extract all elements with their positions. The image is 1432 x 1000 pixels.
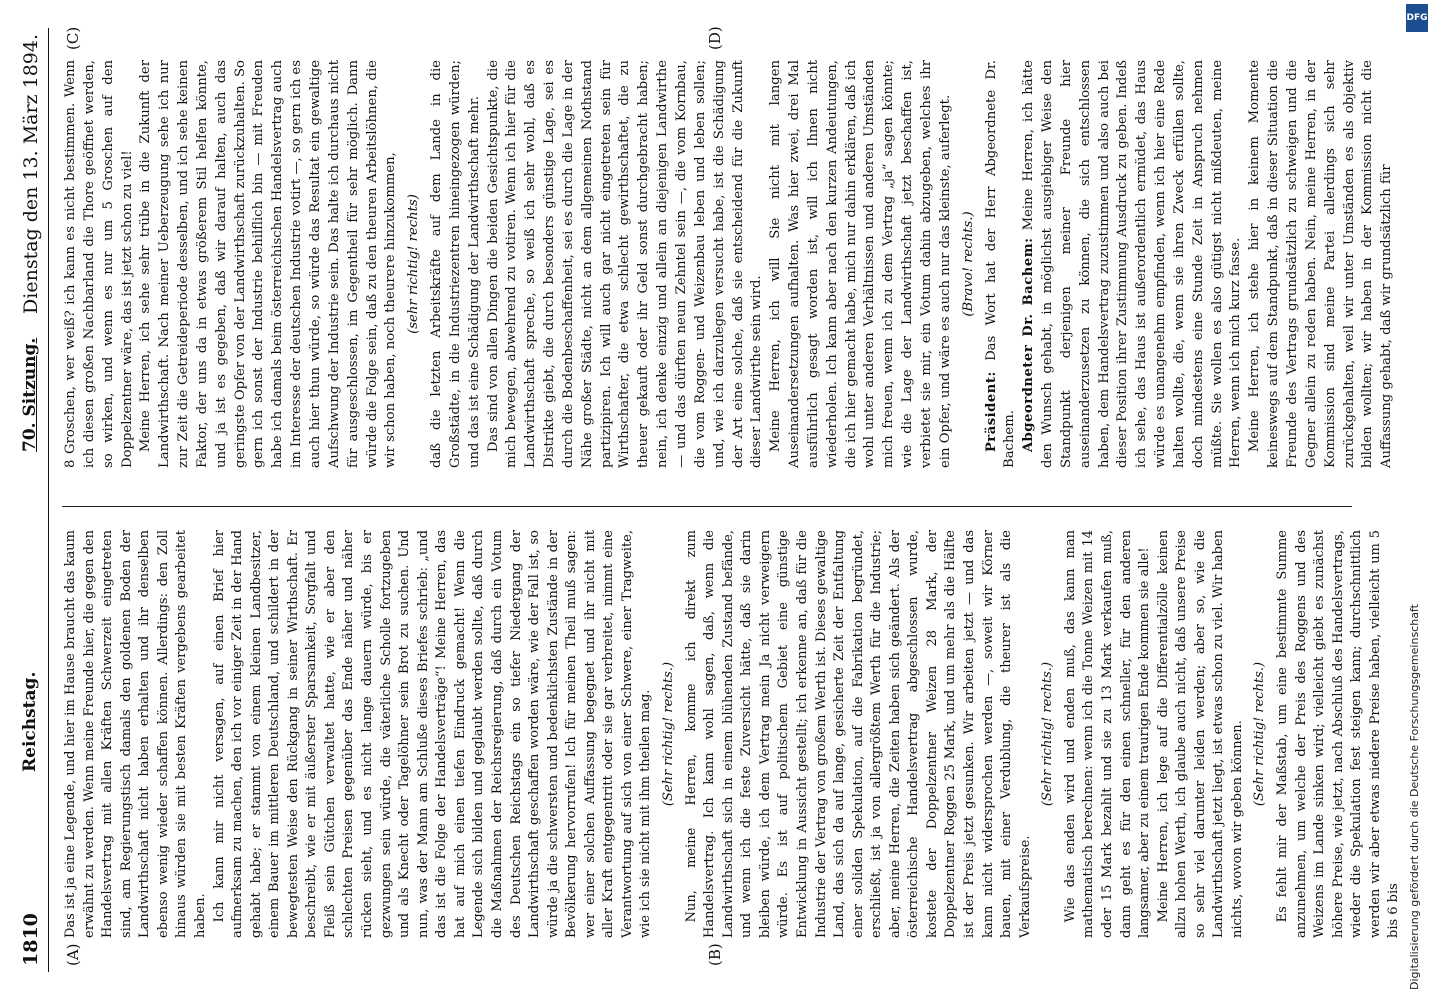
interjection: (Sehr richtig! rechts.) [661,661,676,807]
dfg-credit-strip [1404,0,1432,1000]
margin-marker-c: (C) [64,26,82,50]
paragraph: Wie das enden wird und enden muß, das kann man mathematisch berechnen: wenn ich die Tonne Weizen mit 14 oder 15 Mark bezahlt und sie zu 13 Mark verkaufen muß, dann geht es für den einen schneller, für den anderen langsamer, aber zu einem traurigen Ende kommen sie alle! [1062,530,1153,938]
margin-marker-d: (D) [706,26,724,50]
paragraph: Ich kann mir nicht versagen, auf einen Brief hier aufmerksam zu machen, den ich vor einiger Zeit in der Hand gehabt habe; er stammt von einem kleinen Landbesitzer, einem Bauer im mittleren Deutschland, und schildert in der bewegtesten Weise den Rückgang in seiner Wirthschaft. Er beschreibt, wie er mit äußerster Sparsamkeit, Sorgfalt und Fleiß sein Gütchen verwaltet hatte, wie er aber den schlechten Preisen gegenüber das Ende näher und näher rücken sieht, und es nicht lange dauern würde, bis er gezwungen sein würde, die väterliche Scholle fortzugeben und als Knecht oder Tagelöhner sein Brot zu suchen. Und nun, was der Mann am Schluße dieses Briefes schrieb: „und das ist die Folge der Handelsverträge“! Meine Herren, das hat auf mich einen tiefen Eindruck gemacht! Wenn die Legende sich bilden und geglaubt werden sollte, daß durch die Maßnahmen der Reichsregierung, daß durch ein Votum des Deutschen Reichstags ein so tiefer Niedergang der Landwirthschaft geschaffen worden wäre, wie der Fall ist, so würde ja die schwersten und bedenklichsten Zustände in der Bevölkerung hervorrufen! Ich für meinen Theil muß sagen: wer einer solchen Auffassung begegnet und ihr nicht mit aller Kraft entgegentritt oder sie gar verbreitet, nimmt eine Verantwortung auf sich von einer Schwere, einer Tragweite, wie ich sie nicht mit ihm theilen mag. [211,530,654,938]
paragraph: Das sind von allen Dingen die beiden Gesichtspunkte, die mich bewegen, abwehrend zu votiren. Wenn ich hier für die Landwirthschaft spreche, so weiß ich sehr wohl, daß es Distrikte giebt, die durch besonders günstige Lage, sei es durch die Bodenbeschaffenheit, sei es durch die Lage in der Nähe großer Städte, nicht an dem allgemeinen Nothstand partizipiren. Ich will auch gar nicht eingetreten sein für Wirthschafter, die etwa schlecht gewirthschaftet, die zu theuer gekauft oder ihr Geld sonst durchgebracht haben; nein, ich denke einzig und allein an diejenigen Landwirthe — und das dürften neun Zehntel sein —, die vom Kornbau, die vom Roggen- und Weizenbau leben und leben sollen; und, wie ich darzulegen versucht habe, ist die Schädigung der Art eine solche, daß sie entscheidend für die Zukunft dieser Landwirthe sein wird. [485,60,765,468]
left-column [62,530,1404,938]
paragraph: Nun, meine Herren, komme ich direkt zum Handelsvertrag. Ich kann wohl sagen, daß, wenn die Landwirthschaft sich in einem blühenden Zustand befände, und wenn ich die feste Zuversicht hätte, daß sie darin bleiben würde, ich dem Vertrag mein Ja nicht verweigern würde. Es ist auf politischem Gebiet eine günstige Entwicklung in Aussicht gestellt; ich erkenne an, daß für die Industrie der Vertrag von großem Werth ist. Dieses gewaltige Land, das sich da auf lange, gesicherte Zeit der Entfaltung einer soliden Spekulation, auf die Fabrikation begründet, erschließt, ist ja von allergrößtem Werth für die Industrie; aber, meine Herren, die Zeiten haben sich geändert. Als der österreichische Handelsvertrag abgeschlossen wurde, kostete der Doppelzentner Weizen 28 Mark, der Doppelzentner Roggen 25 Mark, und um mehr als die Hälfte ist der Preis jetzt gesunken. Wir arbeiten jetzt — und das kann nicht widersprochen werden —, soweit wir Körner bauen, mit einer Verdublung, die theurer ist als die Verkaufspreise. [683,530,1033,938]
paragraph: Es fehlt mir der Maßstab, um eine bestimmte Summe anzunehmen, um welche der Preis des Roggens und des Weizens im Lande sinken wird; vielleicht giebt es zunächst höhere Preise, wie jetzt, nach Abschluß des Handelsvertrags, wieder die Spekulation fest steigen kann; durchschnittlich werden wir aber etwas niedere Preise haben, vielleicht um 5 bis 6 bis [1275,530,1402,938]
dfg-logo: DFG [1406,4,1428,32]
interjection: (Bravo! rechts.) [960,211,976,317]
session-date: Dienstag den 13. März 1894. [20,34,42,314]
speaker-remark [1020,60,1246,468]
margin-marker-b: (B) [706,943,724,966]
session-label: 70. Sitzung. [20,337,40,452]
speaker-label: Abgeordneter Dr. Bachem: [1021,237,1037,453]
paragraph: 8 Groschen, wer weiß? ich kann es nicht bestimmen. Wenn ich diesen großen Nachbarland die Thore geöffnet werden, so wirken, und wenn es nur um 5 Groschen auf den Doppelzentner wäre, das ist jetzt schon zu viel! [63,60,135,468]
interjection: (Sehr richtig! rechts.) [1040,661,1056,807]
paragraph: daß die letzten Arbeitskräfte auf dem Lande in die Großstädte, in die Industriezentren hineingezogen würden; und das ist eine Schädigung der Landwirthschaft mehr. [429,60,482,468]
interjection: (Sehr richtig! rechts.) [1252,661,1268,807]
page-number: 1810 [20,913,42,966]
paragraph: Meine Herren, ich lege auf die Differentialzölle keinen allzu hohen Werth, ich glaube auch nicht, daß unsere Preise so sehr viel darunter leiden werden; aber so, wie die Landwirthschaft jetzt liegt, ist etwas schon zu viel. Wir haben nichts, wovon wir geben können. [1155,530,1245,938]
president-remark [983,60,1021,468]
dfg-credit-text: Digitalisierung gefördert durch die Deutsche Forschungsgemeinschaft [1408,604,1421,990]
speaker-text: Meine Herren, ich hätte den Wunsch gehabt, in möglichst ausgiebiger Weise den Standpunkt derjenigen meiner Freunde hier auseinanderzusetzen zu können, die sich entschlossen haben, dem Handelsvertrag zuzustimmen und also auch bei dieser Position ihrer Zustimmung Ausdruck zu geben. Indeß ich sehe, das Haus ist außerordentlich ermüdet, das Haus würde es unangenehm empfinden, wenn ich hier eine Rede halten wollte, die, wenn sie ihren Zweck erfüllen sollte, doch mindestens eine Stunde Zeit in Anspruch nehmen müßte. Sie wollen es also gütigst nicht mißdeuten, meine Herren, wenn ich mich kurz fasse. [1021,60,1244,468]
column-divider [62,506,1352,507]
speaker-label: Präsident: [983,371,999,453]
page-header [18,28,49,972]
right-column [62,60,1397,468]
margin-marker-a: (A) [64,943,82,966]
paragraph: Meine Herren, ich will Sie nicht mit langen Auseinandersetzungen aufhalten. Was hier zwei, drei Mal ausführlich gesagt worden ist, will ich Ihnen nicht wiederholen. Ich kann aber nach den kurzen Andeutungen, die ich hier gemacht habe, mich nur dahin erklären, daß ich wohl unter anderen Verhältnissen und anderen Umständen mich freuen, wenn ich zu dem Vertrag „ja“ sagen könnte; wie die Lage der Landwirthschaft jetzt beschaffen ist, verbietet sie mir, ein Votum dahin abzugeben, welches ihr ein Opfer, und wäre es auch nur das kleinste, auferlegt. [768,60,953,468]
interjection: (sehr richtig! rechts) [406,194,422,334]
paragraph: Meine Herren, ich stehe hier in keinem Momente keineswegs auf dem Standpunkt, daß in dieser Situation die Freunde des Vertrags grundsätzlich zu schweigen und die Gegner allein zu reden haben. Nein, meine Herren, in der Kommission sind meine Partei allerdings sich sehr zurückgehalten, weil wir unter Umständen es als objektiv bilden wollten; wir haben in der Kommission nicht die Auffassung gehabt, daß wir grundsätzlich für [1247,60,1395,468]
paragraph: Meine Herren, ich sehe sehr trübe in die Zukunft der Landwirthschaft. Nach meiner Ueberzeugung sehe ich nur zur Zeit die Getreideperiode desselben, und ich sehe keinen Faktor, der uns da in etwas größerem Stil helfen könnte, und ja ist es gegeben, daß wir darauf halten, auch das geringste Opfer von der Landwirthschaft zurückzuhalten. So gern ich sonst der Industrie behilflich bin — mit Freuden habe ich damals beim österreichischen Handelsvertrag auch im Interesse der deutschen Industrie votirt —, so gern ich es auch hier thun würde, so würde das Resultat ein gewaltige Aufschwung der Industrie sein. Das halte ich durchaus nicht für ausgeschlossen, im Gegentheil für sehr möglich. Dann würde die Folge sein, daß zu den theuren Arbeitslöhnen, die wir schon haben, noch theurere hinzukommen, [138,60,399,468]
speaker-text: Das Wort hat der Herr Abgeordnete Dr. Bachem. [983,60,1018,468]
chamber-name: Reichstag. [20,671,40,772]
paragraph: Das ist ja eine Legende, und hier im Hause braucht das kaum erwähnt zu werden. Wenn meine Freunde hier, die gegen den Handelsvertrag mit allen Kräften Schwerzeit eingetreten sind, am Regierungstisch damals den goldenen Boden der Landwirthschaft nicht haben erhalten und ihr denselben ebenso wenig wieder schaffen können. Allerdings: den Zoll hinaus würden sie mit besten Kräften vergebens gearbeitet haben. [63,530,208,938]
